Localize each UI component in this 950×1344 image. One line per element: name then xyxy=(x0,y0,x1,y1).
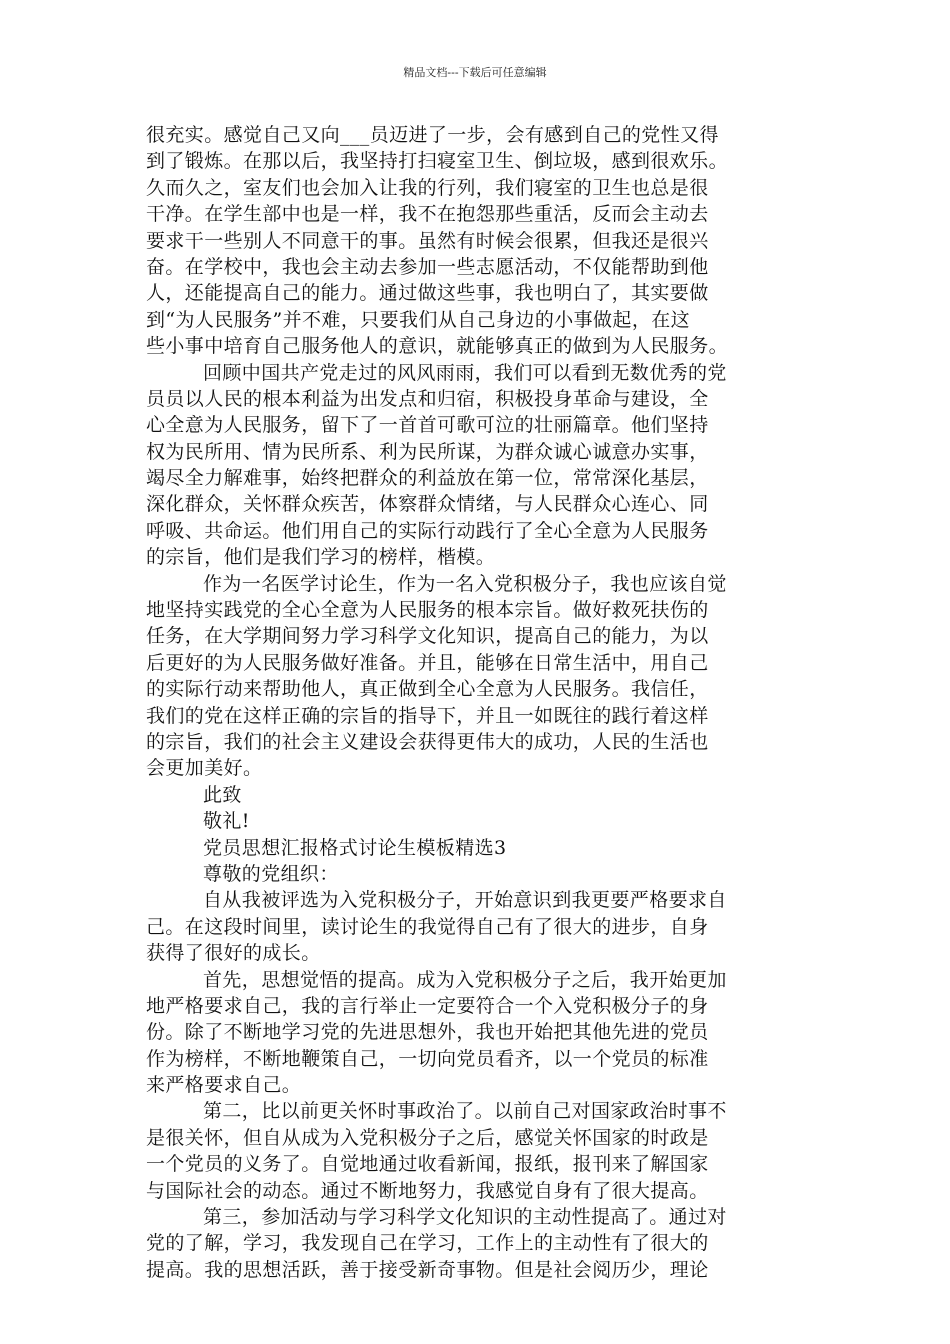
text-line: 此致 xyxy=(203,783,242,806)
paragraph xyxy=(146,967,811,1099)
page-header: 精品文档---下载后可任意编辑 xyxy=(403,66,547,79)
text-line: 呼吸、共命运。他们用自己的实际行动践行了全心全意为人民服务 xyxy=(146,519,709,542)
text-line: 与国际社会的动态。通过不断地努力，我感觉自身有了很大提高。 xyxy=(146,1179,709,1202)
text-line: 首先，思想觉悟的提高。成为入党积极分子之后，我开始更加 xyxy=(203,968,727,991)
text-line: 尊敬的党组织： xyxy=(203,862,339,885)
text-line: 任务，在大学期间努力学习科学文化知识，提高自己的能力，为以 xyxy=(146,625,709,648)
text-line: 己。在这段时间里，读讨论生的我觉得自己有了很大的进步，自身 xyxy=(146,915,709,938)
text-line: 些小事中培育自己服务他人的意识，就能够真正的做到为人民服务。 xyxy=(146,335,729,358)
text-line: 提高。我的思想活跃，善于接受新奇事物。但是社会阅历少，理论 xyxy=(146,1258,709,1281)
text-line: 要求干一些别人不同意干的事。虽然有时候会很累，但我还是很兴 xyxy=(146,229,709,252)
text-line: 第三，参加活动与学习科学文化知识的主动性提高了。通过对 xyxy=(203,1206,727,1229)
paragraph xyxy=(146,887,811,966)
text-line: 到“为人民服务”并不难，只要我们从自己身边的小事做起，在这 xyxy=(146,308,691,331)
text-line: 获得了很好的成长。 xyxy=(146,942,321,965)
text-line: 后更好的为人民服务做好准备。并且，能够在日常生活中，用自己 xyxy=(146,651,709,674)
text-line: 到了锻炼。在那以后，我坚持打扫寝室卫生、倒垃圾，感到很欢乐。 xyxy=(146,150,729,173)
text-line: 久而久之，室友们也会加入让我的行列，我们寝室的卫生也总是很 xyxy=(146,176,709,199)
text-line: 人，还能提高自己的能力。通过做这些事，我也明白了，其实要做 xyxy=(146,282,709,305)
text-line: 份。除了不断地学习党的先进思想外，我也开始把其他先进的党员 xyxy=(146,1021,709,1044)
paragraph xyxy=(146,1204,811,1283)
text-line: 深化群众，关怀群众疾苦，体察群众情绪，与人民群众心连心、同 xyxy=(146,493,709,516)
text-line: 第二，比以前更关怀时事政治了。以前自己对国家政治时事不 xyxy=(203,1100,727,1123)
text-line: 会更加美好。 xyxy=(146,757,263,780)
text-line: 心全意为人民服务，留下了一首首可歌可泣的壮丽篇章。他们坚持 xyxy=(146,414,709,437)
paragraph xyxy=(146,1098,811,1204)
paragraph xyxy=(146,360,811,571)
paragraph xyxy=(146,571,811,782)
text-line: 作为一名医学讨论生，作为一名入党积极分子，我也应该自觉 xyxy=(203,572,727,595)
text-line: 自从我被评选为入党积极分子，开始意识到我更要严格要求自 xyxy=(203,889,727,912)
text-line: 地严格要求自己，我的言行举止一定要符合一个入党积极分子的身 xyxy=(146,994,709,1017)
paragraph xyxy=(146,861,811,887)
text-line: 的宗旨，我们的社会主义建设会获得更伟大的成功，人民的生活也 xyxy=(146,730,709,753)
text-line: 一个党员的义务了。自觉地通过收看新闻，报纸，报刊来了解国家 xyxy=(146,1153,709,1176)
text-line: 回顾中国共产党走过的风风雨雨，我们可以看到无数优秀的党 xyxy=(203,361,727,384)
text-line: 我们的党在这样正确的宗旨的指导下，并且一如既往的践行着这样 xyxy=(146,704,709,727)
document-body xyxy=(146,122,811,1283)
text-line: 来严格要求自己。 xyxy=(146,1074,302,1097)
text-line: 党的了解，学习，我发现自己在学习，工作上的主动性有了很大的 xyxy=(146,1232,709,1255)
text-line: 党员思想汇报格式讨论生模板精选3 xyxy=(203,836,507,859)
paragraph xyxy=(146,122,811,360)
paragraph xyxy=(146,782,811,808)
text-line: 的宗旨，他们是我们学习的榜样，楷模。 xyxy=(146,546,496,569)
text-line: 很充实。感觉自己又向___员迈进了一步，会有感到自己的党性又得 xyxy=(146,124,719,146)
text-line: 地坚持实践党的全心全意为人民服务的根本宗旨。做好救死扶伤的 xyxy=(146,599,709,622)
text-line: 奋。在学校中，我也会主动去参加一些志愿活动，不仅能帮助到他 xyxy=(146,255,709,278)
text-line: 竭尽全力解难事，始终把群众的利益放在第一位，常常深化基层， xyxy=(146,467,709,490)
text-line: 的实际行动来帮助他人，真正做到全心全意为人民服务。我信任， xyxy=(146,678,709,701)
text-line: 权为民所用、情为民所系、利为民所谋，为群众诚心诚意办实事， xyxy=(146,440,709,463)
text-line: 敬礼! xyxy=(203,810,250,833)
text-line: 作为榜样，不断地鞭策自己，一切向党员看齐，以一个党员的标准 xyxy=(146,1047,709,1070)
paragraph xyxy=(146,835,811,861)
text-line: 干净。在学生部中也是一样，我不在抱怨那些重活，反而会主动去 xyxy=(146,203,709,226)
paragraph xyxy=(146,808,811,834)
text-line: 是很关怀，但自从成为入党积极分子之后，感觉关怀国家的时政是 xyxy=(146,1126,709,1149)
text-line: 员员以人民的根本利益为出发点和归宿，积极投身革命与建设，全 xyxy=(146,387,709,410)
